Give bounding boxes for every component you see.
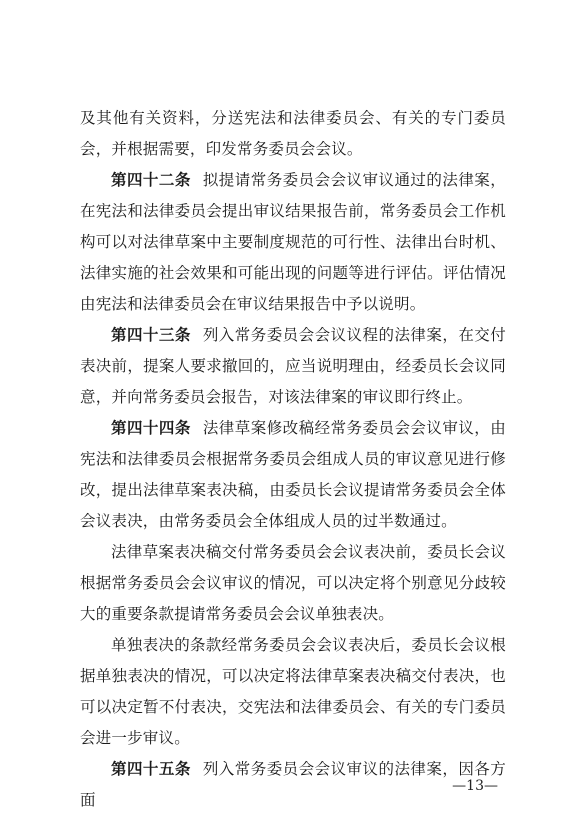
article-44	[80, 413, 506, 537]
article-heading: 第四十五条	[111, 760, 191, 778]
article-44-paragraph-3	[80, 630, 506, 754]
article-heading: 第四十三条	[111, 326, 191, 344]
paragraph-continuation	[80, 103, 506, 165]
article-43	[80, 320, 506, 413]
paragraph-text: 列入常务委员会会议审议的法律案，因各方面	[80, 760, 506, 809]
article-45	[80, 754, 506, 816]
paragraph-text: 及其他有关资料，分送宪法和法律委员会、有关的专门委员会，并根据需要，印发常务委员会会议。	[80, 109, 506, 158]
article-heading: 第四十四条	[111, 419, 191, 437]
article-42	[80, 165, 506, 320]
article-44-paragraph-2	[80, 537, 506, 630]
page-number: —13—	[452, 778, 498, 794]
paragraph-text: 单独表决的条款经常务委员会会议表决后，委员长会议根据单独表决的情况，可以决定将法律草案表决稿交付表决，也可以决定暂不付表决，交宪法和法律委员会、有关的专门委员会进一步审议。	[80, 636, 506, 747]
paragraph-text: 法律草案修改稿经常务委员会会议审议，由宪法和法律委员会根据常务委员会组成人员的审议意见进行修改，提出法律草案表决稿，由委员长会议提请常务委员会全体会议表决，由常务委员会全体组成人员的过半数通过。	[80, 419, 506, 530]
article-heading: 第四十二条	[111, 171, 191, 189]
document-body	[80, 103, 506, 816]
paragraph-text: 拟提请常务委员会会议审议通过的法律案，在宪法和法律委员会提出审议结果报告前，常务委员会工作机构可以对法律草案中主要制度规范的可行性、法律出台时机、法律实施的社会效果和可能出现的问题等进行评估。评估情况由宪法和法律委员会在审议结果报告中予以说明。	[80, 171, 506, 313]
paragraph-text: 列入常务委员会会议议程的法律案，在交付表决前，提案人要求撤回的，应当说明理由，经委员长会议同意，并向常务委员会报告，对该法律案的审议即行终止。	[80, 326, 506, 406]
paragraph-text: 法律草案表决稿交付常务委员会会议表决前，委员长会议根据常务委员会会议审议的情况，可以决定将个别意见分歧较大的重要条款提请常务委员会会议单独表决。	[80, 543, 506, 623]
